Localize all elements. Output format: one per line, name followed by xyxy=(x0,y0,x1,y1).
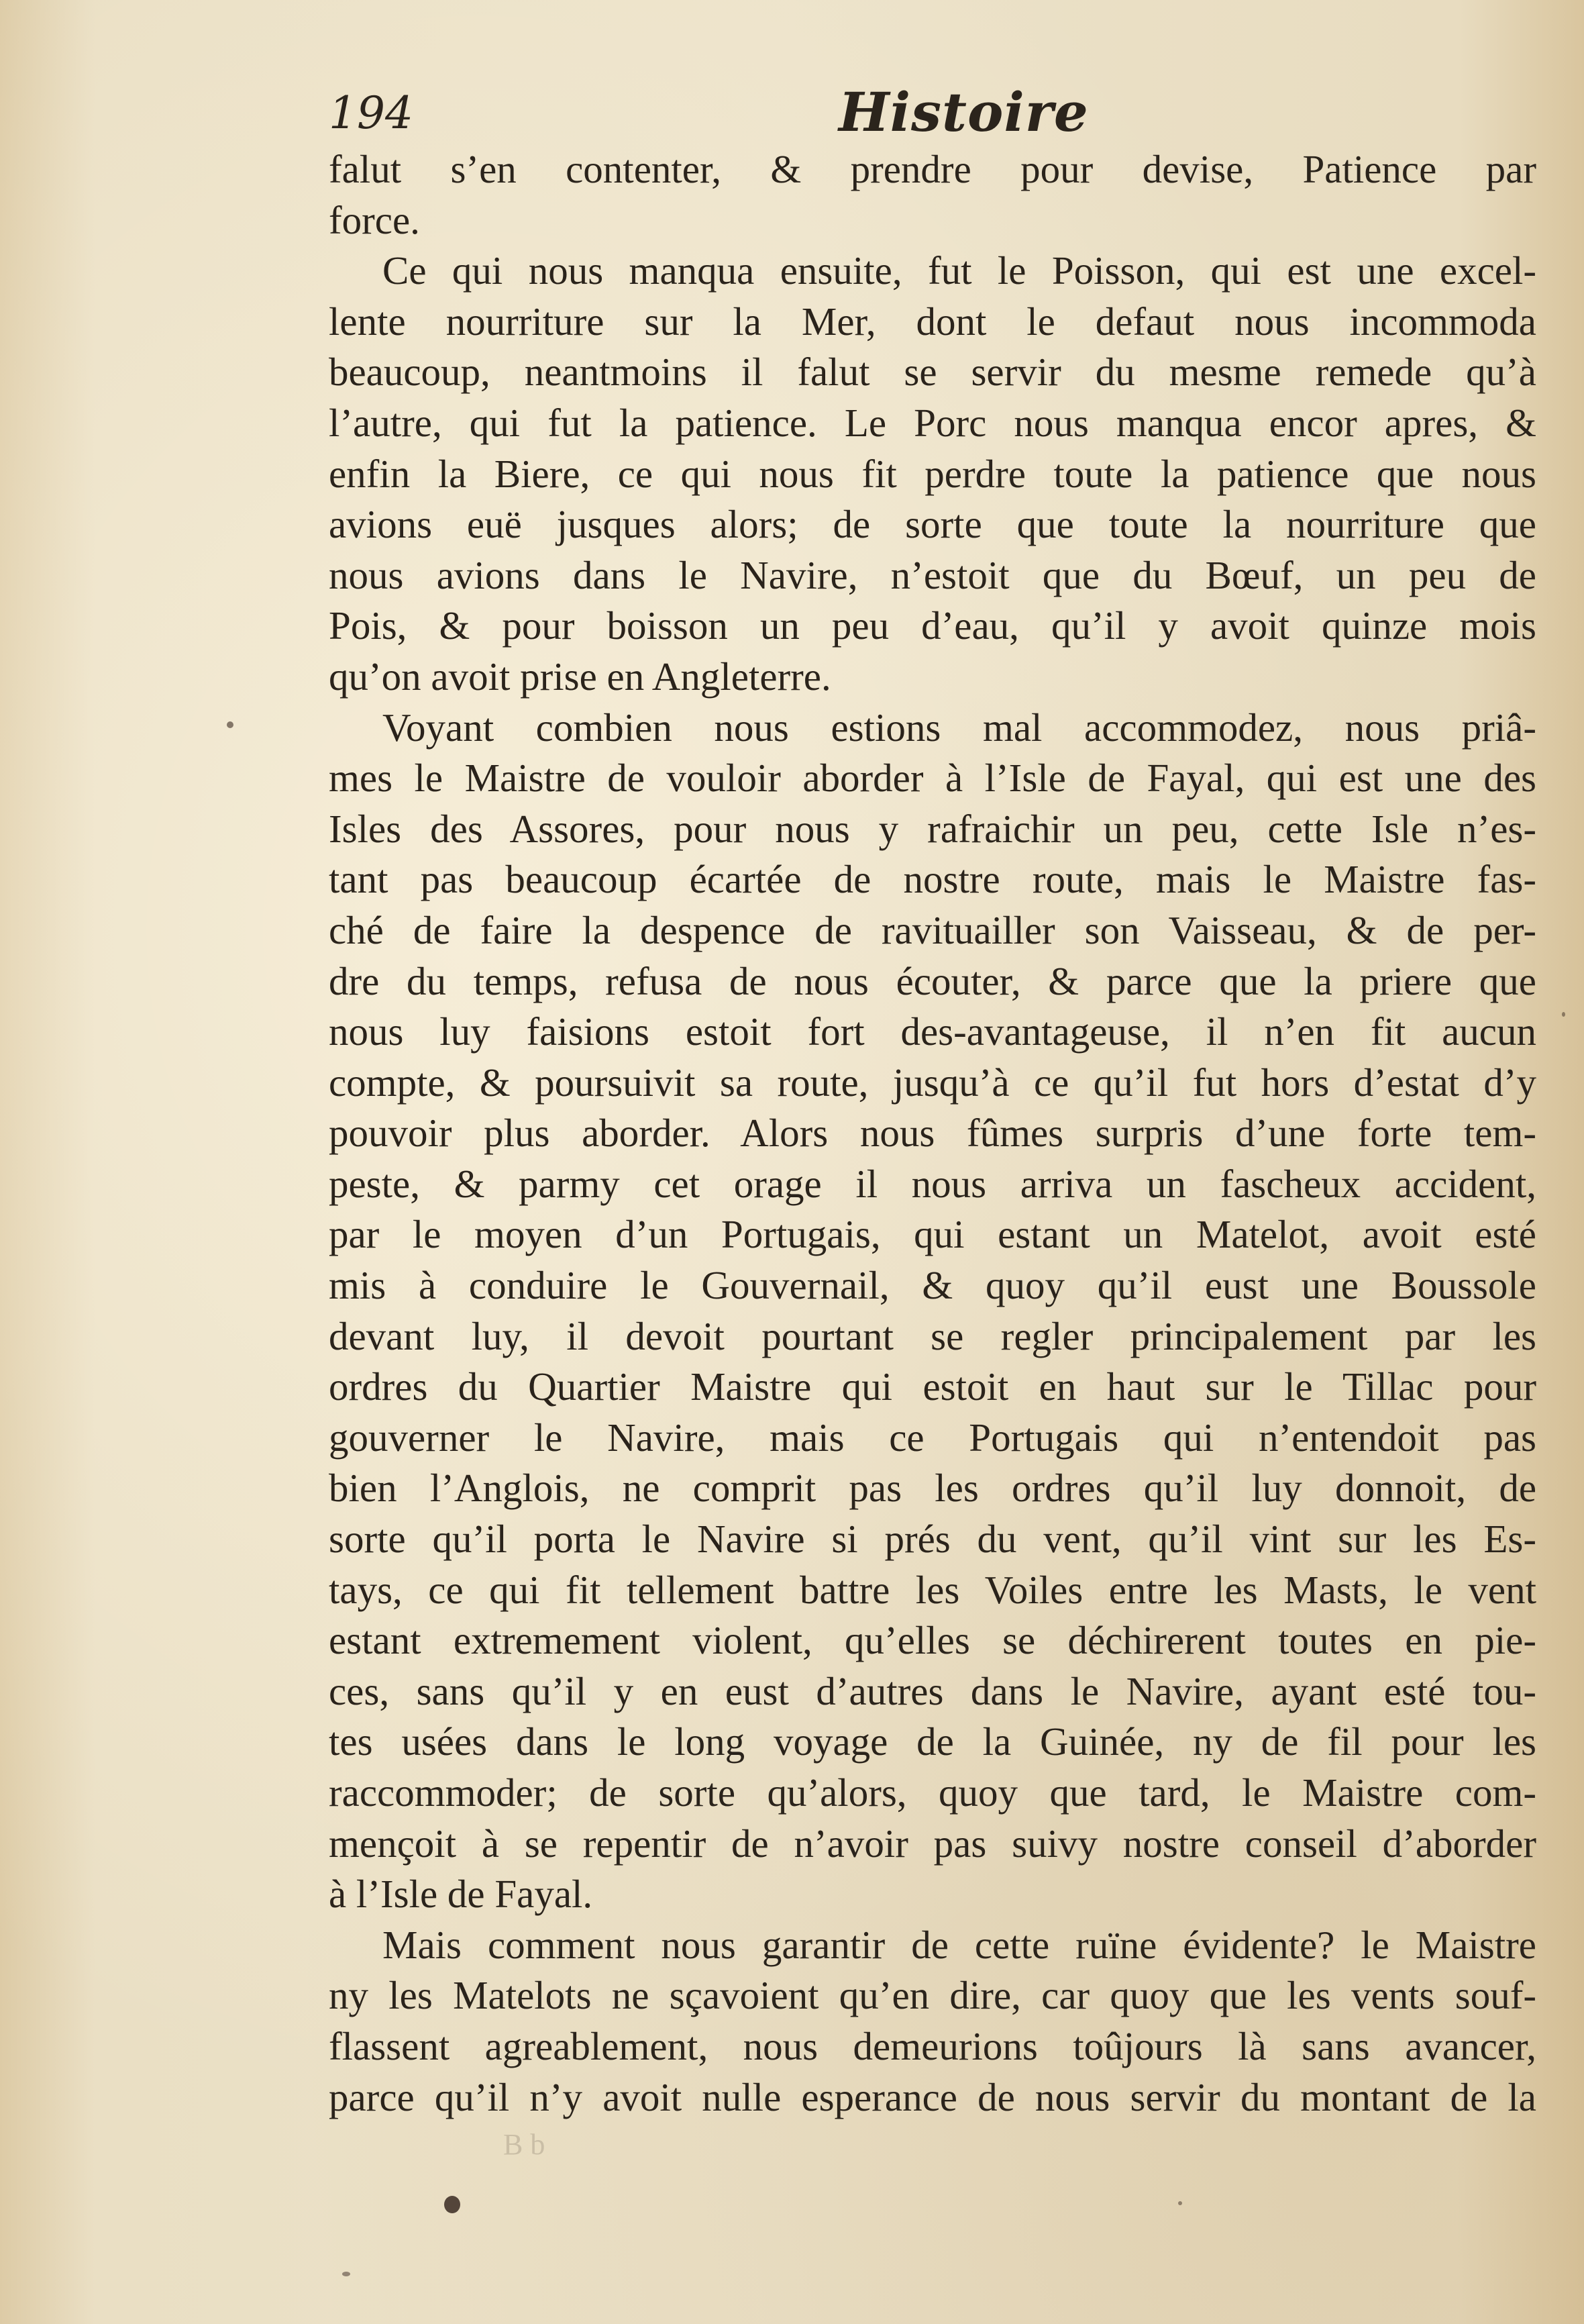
text-line: dre du temps, refusa de nous écouter, & parce que la priere que xyxy=(329,958,1536,1003)
text-line: pouvoir plus aborder. Alors nous fûmes surpris d’une forte tem- xyxy=(329,1111,1536,1156)
text-line: nous luy faisions estoit fort des-avantageuse, il n’en fit aucun xyxy=(329,1009,1536,1054)
text-line: à l’Isle de Fayal. xyxy=(329,1872,593,1917)
text-line: enfin la Biere, ce qui nous fit perdre toute la patience que nous xyxy=(329,451,1536,496)
page-number: 194 xyxy=(329,87,413,139)
paragraph-1 xyxy=(329,144,1536,246)
ink-stain xyxy=(444,2196,460,2213)
text-line: qu’on avoit prise en Angleterre. xyxy=(329,654,831,699)
text-line: Mais comment nous garantir de cette ruïne évidente? le Maistre xyxy=(382,1922,1536,1967)
paragraph-3 xyxy=(329,703,1536,1920)
text-line: flassent agreablement, nous demeurions toûjours là sans avancer, xyxy=(329,2023,1536,2068)
body-text xyxy=(329,144,1536,2123)
text-line: mes le Maistre de vouloir aborder à l’Isle de Fayal, qui est une des xyxy=(329,756,1536,801)
text-line: ordres du Quartier Maistre qui estoit en haut sur le Tillac pour xyxy=(329,1364,1536,1409)
text-line: par le moyen d’un Portugais, qui estant un Matelot, avoit esté xyxy=(329,1212,1536,1257)
text-line: Isles des Assores, pour nous y rafraichir un peu, cette Isle n’es- xyxy=(329,806,1536,851)
ink-stain xyxy=(342,2272,350,2276)
text-line: avions euë jusques alors; de sorte que toute la nourriture que xyxy=(329,502,1536,547)
signature-mark: B b xyxy=(503,2128,545,2161)
text-line: mis à conduire le Gouvernail, & quoy qu’il eust une Boussole xyxy=(329,1263,1536,1308)
text-line: peste, & parmy cet orage il nous arriva un fascheux accident, xyxy=(329,1161,1536,1206)
text-line: compte, & poursuivit sa route, jusqu’à ce qu’il fut hors d’estat d’y xyxy=(329,1060,1536,1105)
text-line: ces, sans qu’il y en eust d’autres dans le Navire, ayant esté tou- xyxy=(329,1668,1536,1713)
page-header xyxy=(329,81,1536,154)
text-line: nous avions dans le Navire, n’estoit que du Bœuf, un peu de xyxy=(329,552,1536,597)
text-line: force. xyxy=(329,197,420,242)
text-line: mençoit à se repentir de n’avoir pas suivy nostre conseil d’aborder xyxy=(329,1821,1536,1866)
text-line: Ce qui nous manqua ensuite, fut le Poisson, qui est une excel- xyxy=(382,248,1536,293)
text-line: beaucoup, neantmoins il falut se servir du mesme remede qu’à xyxy=(329,350,1536,395)
text-line: falut s’en contenter, & prendre pour devise, Patience par xyxy=(329,147,1536,191)
paragraph-2 xyxy=(329,246,1536,702)
text-line: bien l’Anglois, ne comprit pas les ordres qu’il luy donnoit, de xyxy=(329,1466,1536,1511)
text-line: estant extremement violent, qu’elles se déchirerent toutes en pie- xyxy=(329,1618,1536,1663)
text-line: lente nourriture sur la Mer, dont le defaut nous incommoda xyxy=(329,299,1536,344)
text-line: tant pas beaucoup écartée de nostre route, mais le Maistre fas- xyxy=(329,857,1536,902)
text-line: tays, ce qui fit tellement battre les Voiles entre les Masts, le vent xyxy=(329,1567,1536,1612)
ink-stain xyxy=(1178,2201,1182,2205)
text-line: ny les Matelots ne sçavoient qu’en dire, car quoy que les vents souf- xyxy=(329,1973,1536,2018)
ink-stain xyxy=(1562,1012,1565,1017)
text-line: devant luy, il devoit pourtant se regler principalement par les xyxy=(329,1313,1536,1358)
text-line: l’autre, qui fut la patience. Le Porc nous manqua encor apres, & xyxy=(329,400,1536,445)
text-line: ché de faire la despence de ravituailler son Vaisseau, & de per- xyxy=(329,907,1536,952)
text-line: raccommoder; de sorte qu’alors, quoy que tard, le Maistre com- xyxy=(329,1770,1536,1815)
running-title: Histoire xyxy=(839,81,1089,144)
text-line: tes usées dans le long voyage de la Guinée, ny de fil pour les xyxy=(329,1719,1536,1764)
text-line: gouverner le Navire, mais ce Portugais qui n’entendoit pas xyxy=(329,1415,1536,1460)
paragraph-4 xyxy=(329,1920,1536,2123)
text-line: Pois, & pour boisson un peu d’eau, qu’il y avoit quinze mois xyxy=(329,603,1536,648)
ink-stain xyxy=(227,721,233,728)
text-line: sorte qu’il porta le Navire si prés du vent, qu’il vint sur les Es- xyxy=(329,1517,1536,1562)
text-line: Voyant combien nous estions mal accommodez, nous priâ- xyxy=(382,705,1536,750)
text-line: parce qu’il n’y avoit nulle esperance de nous servir du montant de la xyxy=(329,2074,1536,2119)
